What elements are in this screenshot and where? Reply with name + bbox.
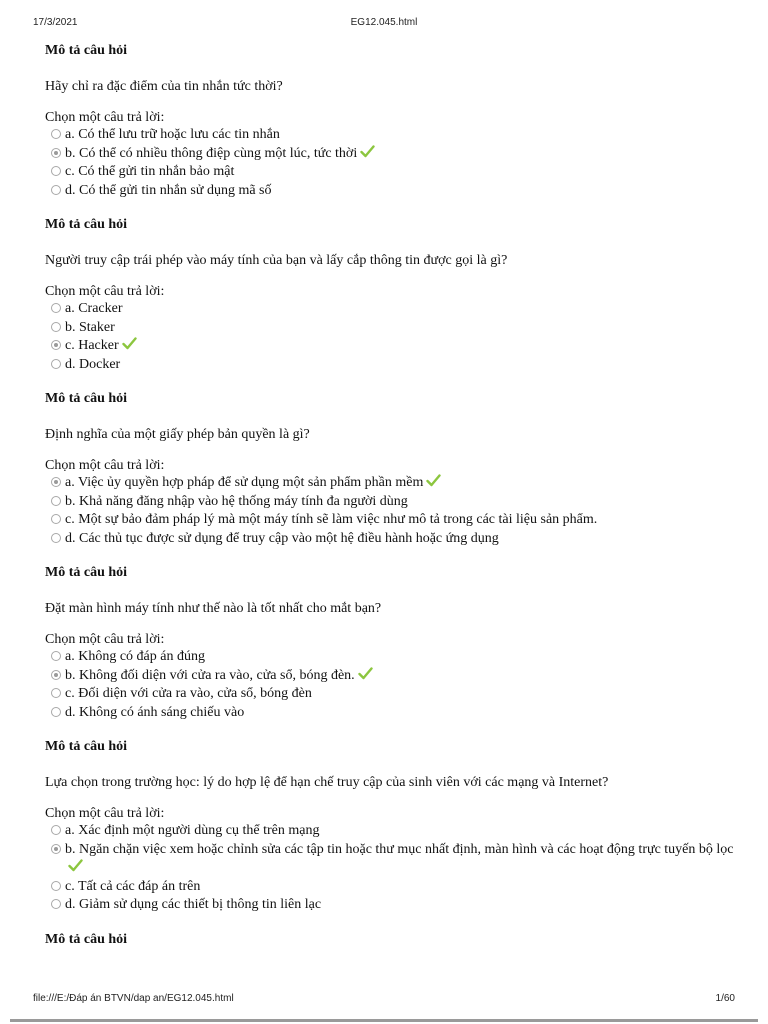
answer-label: b. Khả năng đăng nhập vào hệ thống máy tính đa người dùng — [65, 493, 408, 509]
radio-icon[interactable] — [51, 899, 61, 909]
question-title: Mô tả câu hỏi — [45, 931, 128, 947]
question-text: Lựa chọn trong trường học: lý do hợp lệ để hạn chế truy cập của sinh viên với các mạng và Internet? — [45, 775, 609, 790]
answer-label: a. Có thể lưu trữ hoặc lưu các tin nhắn — [65, 127, 280, 142]
answer-label: a. Việc ủy quyền hợp pháp để sử dụng một sản phẩm phần mềm — [65, 475, 424, 490]
answer-label: c. Hacker — [65, 338, 119, 353]
radio-icon[interactable] — [51, 844, 61, 854]
answer-option[interactable] — [45, 511, 735, 530]
answer-label: a. Cracker — [65, 301, 123, 316]
answer-list — [45, 474, 735, 548]
radio-icon[interactable] — [51, 707, 61, 717]
answer-option[interactable] — [45, 319, 735, 338]
answer-option[interactable] — [45, 474, 735, 493]
answer-label: b. Có thể có nhiều thông điệp cùng một lúc, tức thời — [65, 145, 358, 161]
radio-icon[interactable] — [51, 670, 61, 680]
answer-label: b. Staker — [65, 319, 115, 335]
answer-prompt: Chọn một câu trả lời: — [45, 110, 165, 125]
print-filename: EG12.045.html — [350, 17, 418, 28]
question-text: Người truy cập trái phép vào máy tính của bạn và lấy cắp thông tin được gọi là gì? — [45, 253, 508, 268]
question-text: Định nghĩa của một giấy phép bản quyền là gì? — [45, 427, 310, 442]
check-icon — [122, 337, 137, 350]
question-title: Mô tả câu hỏi — [45, 43, 128, 58]
radio-icon[interactable] — [51, 651, 61, 661]
answer-label: d. Giảm sử dụng các thiết bị thông tin liên lạc — [65, 897, 322, 912]
answer-list — [45, 648, 735, 722]
question-block — [45, 738, 735, 931]
answer-label: c. Đối diện với cửa ra vào, cửa sổ, bóng đèn — [65, 686, 312, 701]
answer-label: a. Không có đáp án đúng — [65, 649, 205, 664]
print-header — [0, 17, 768, 31]
question-spacer — [45, 722, 735, 738]
answer-list — [45, 300, 735, 374]
check-icon — [68, 859, 83, 872]
radio-icon[interactable] — [51, 496, 61, 506]
answer-prompt: Chọn một câu trả lời: — [45, 632, 165, 647]
question-spacer — [45, 915, 735, 931]
check-icon — [426, 474, 441, 487]
radio-icon[interactable] — [51, 166, 61, 176]
answer-option[interactable] — [45, 667, 735, 686]
radio-icon[interactable] — [51, 825, 61, 835]
radio-icon[interactable] — [51, 322, 61, 332]
answer-label: d. Các thủ tục được sử dụng để truy cập vào một hệ điều hành hoặc ứng dụng — [65, 530, 499, 546]
print-footer — [0, 993, 768, 1007]
answer-prompt: Chọn một câu trả lời: — [45, 284, 165, 299]
radio-icon[interactable] — [51, 129, 61, 139]
print-path: file:///E:/Đáp án BTVN/dap an/EG12.045.html — [33, 993, 234, 1004]
check-icon — [358, 667, 373, 680]
answer-option[interactable] — [45, 822, 735, 841]
answer-list — [45, 822, 735, 915]
answer-option[interactable] — [45, 337, 735, 356]
question-block — [45, 564, 735, 738]
answer-prompt: Chọn một câu trả lời: — [45, 806, 165, 821]
page-number: 1/60 — [715, 993, 735, 1004]
answer-option[interactable] — [45, 300, 735, 319]
answer-option[interactable] — [45, 493, 735, 512]
answer-prompt: Chọn một câu trả lời: — [45, 458, 165, 473]
answer-option[interactable] — [45, 648, 735, 667]
answer-option[interactable] — [45, 896, 735, 915]
radio-icon[interactable] — [51, 514, 61, 524]
radio-icon[interactable] — [51, 303, 61, 313]
question-spacer — [45, 200, 735, 216]
question-title: Mô tả câu hỏi — [45, 217, 128, 232]
answer-option[interactable] — [45, 841, 735, 878]
question-title: Mô tả câu hỏi — [45, 565, 128, 580]
radio-icon[interactable] — [51, 340, 61, 350]
print-date: 17/3/2021 — [33, 17, 78, 28]
answer-label: d. Không có ánh sáng chiếu vào — [65, 704, 245, 720]
radio-icon[interactable] — [51, 148, 61, 158]
answer-list — [45, 126, 735, 200]
question-text: Đặt màn hình máy tính như thế nào là tốt nhất cho mắt bạn? — [45, 601, 382, 616]
question-block — [45, 390, 735, 564]
radio-icon[interactable] — [51, 185, 61, 195]
answer-option[interactable] — [45, 145, 735, 164]
question-block — [45, 216, 735, 390]
answer-option[interactable] — [45, 530, 735, 549]
answer-label: d. Docker — [65, 356, 121, 372]
answer-label: b. Ngăn chặn việc xem hoặc chỉnh sửa các tập tin hoặc thư mục nhất định, màn hình và các hoạt động trực tuyến bộ lọc — [65, 841, 734, 857]
radio-icon[interactable] — [51, 533, 61, 543]
radio-icon[interactable] — [51, 477, 61, 487]
radio-icon[interactable] — [51, 359, 61, 369]
answer-label: c. Có thể gửi tin nhắn bảo mật — [65, 164, 235, 179]
bottom-scroll-edge — [10, 1019, 758, 1022]
question-block — [45, 931, 735, 948]
answer-option[interactable] — [45, 878, 735, 897]
answer-option[interactable] — [45, 126, 735, 145]
question-title: Mô tả câu hỏi — [45, 391, 128, 406]
question-block — [45, 42, 735, 216]
question-text: Hãy chỉ ra đặc điểm của tin nhắn tức thời? — [45, 79, 283, 94]
radio-icon[interactable] — [51, 688, 61, 698]
answer-label: c. Một sự bảo đảm pháp lý mà một máy tính sẽ làm việc như mô tả trong các tài liệu sản phẩm. — [65, 512, 598, 527]
answer-option[interactable] — [45, 182, 735, 201]
answer-label: a. Xác định một người dùng cụ thể trên mạng — [65, 823, 320, 838]
question-spacer — [45, 374, 735, 390]
answer-label: c. Tất cả các đáp án trên — [65, 878, 201, 894]
question-spacer — [45, 548, 735, 564]
answer-label: b. Không đối diện với cửa ra vào, cửa sổ, bóng đèn. — [65, 667, 355, 683]
question-list — [45, 42, 735, 948]
answer-option[interactable] — [45, 356, 735, 375]
check-icon — [360, 145, 375, 158]
radio-icon[interactable] — [51, 881, 61, 891]
answer-option[interactable] — [45, 163, 735, 182]
answer-option[interactable] — [45, 704, 735, 723]
answer-label: d. Có thể gửi tin nhắn sử dụng mã số — [65, 182, 272, 198]
answer-option[interactable] — [45, 685, 735, 704]
question-title: Mô tả câu hỏi — [45, 739, 128, 754]
